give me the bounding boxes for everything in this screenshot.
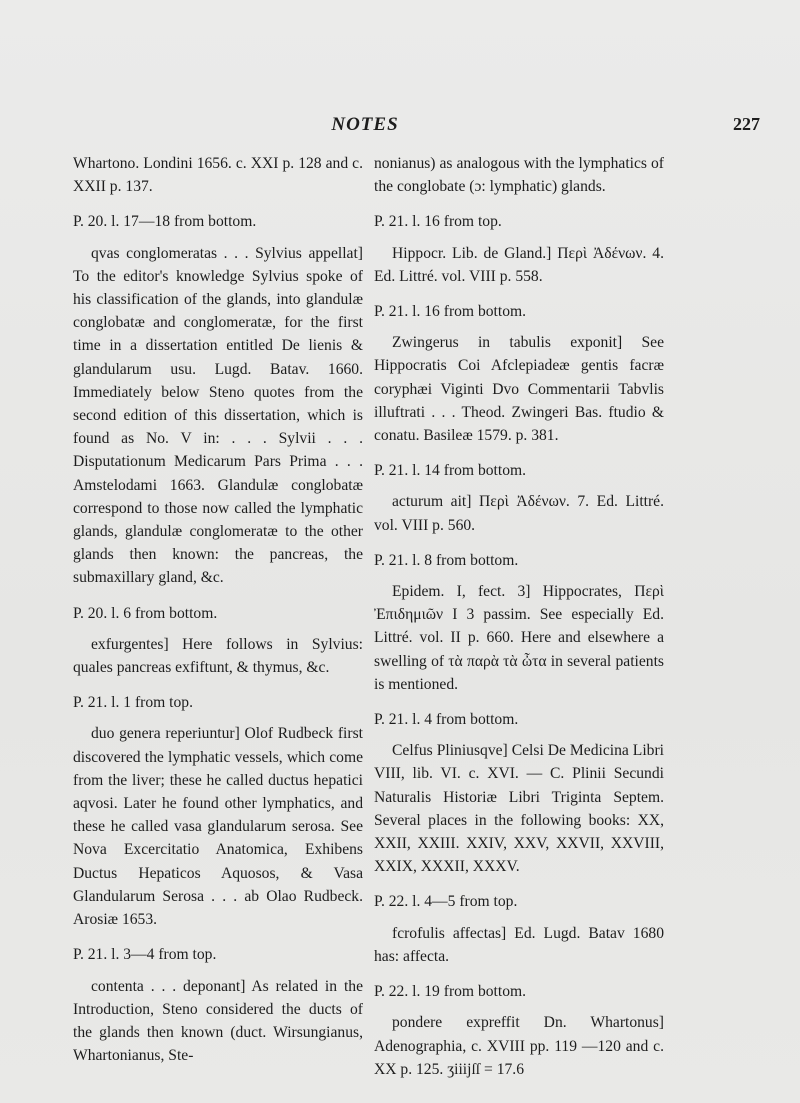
note-continuation (374, 152, 664, 198)
note-reference: P. 22. l. 4—5 from top. (374, 893, 518, 911)
note (374, 708, 664, 878)
note (73, 210, 363, 589)
note-reference: P. 21. l. 3—4 from top. (73, 946, 217, 964)
right-column (374, 152, 664, 1093)
note-body: pondere expreffit Dn. Whartonus] Adenographia, c. XVIII pp. 119 —120 and c. XX p. 125. ʒiiijſſ = 17.6 (374, 1014, 664, 1078)
note-reference: P. 21. l. 8 from bottom. (374, 551, 519, 569)
note-body: exfurgentes] Here follows in Sylvius: quales pancreas exfiftunt, & thymus, &c. (73, 635, 363, 677)
note-body: Epidem. I, fect. 3] Hippocrates, Περὶ Ἐπιδημιῶν I 3 passim. See especially Ed. Littré. vol. II p. 660. Here and elsewhere a swelling of τὰ παρὰ τὰ ὦτα in several patients is mentioned. (374, 583, 664, 693)
note-body: qvas conglomeratas . . . Sylvius appellat] To the editor's knowledge Sylvius spoke of his classification of the glands, into glandulæ conglobatæ and conglomeratæ, for the first time in a dissertation entitled De lienis & glandularum usu. Lugd. Batav. 1660. Immediately below Steno quotes from the second edition of this dissertation, which is found as No. V in: . . . Sylvii . . . Disputationum Medicarum Pars Prima . . . Amstelodami 1663. Glandulæ conglobatæ correspond to those now called the lymphatic glands, glandulæ conglomeratæ to the other glands then known: the pancreas, the submaxillary gland, &c. (73, 244, 363, 587)
note-reference: P. 22. l. 19 from bottom. (374, 983, 527, 1001)
note-reference: P. 20. l. 17—18 from bottom. (73, 213, 257, 231)
note (374, 210, 664, 288)
note (73, 943, 363, 1067)
note (374, 459, 664, 537)
note (374, 549, 664, 696)
note (73, 691, 363, 931)
note-body: Hippocr. Lib. de Gland.] Περὶ Ἀδένων. 4. Ed. Littré. vol. VIII p. 558. (374, 244, 664, 285)
note-body: contenta . . . deponant] As related in the Introduction, Steno considered the ducts of the glands then known (duct. Wirsungianus, Whartonianus, Ste- (73, 977, 363, 1065)
note (374, 980, 664, 1081)
note-body: acturum ait] Περὶ Ἀδένων. 7. Ed. Littré. vol. VIII p. 560. (374, 493, 664, 534)
note (374, 300, 664, 447)
page-number: 227 (733, 114, 760, 134)
note-continuation (73, 152, 363, 198)
note-reference: P. 21. l. 1 from top. (73, 694, 193, 712)
note-body: fcrofulis affectas] Ed. Lugd. Batav 1680 has: affecta. (374, 924, 664, 965)
note-body: Zwingerus in tabulis exponit] See Hippocratis Coi Afclepiadeæ gentis facræ coryphæi Viginti Dvo Commentarii Tabvlis illuftrati . . . Theod. Zwingeri Bas. ftudio & conatu. Basileæ 1579. p. 381. (374, 334, 664, 445)
note-reference: P. 21. l. 16 from bottom. (374, 303, 527, 321)
note-reference: P. 20. l. 6 from bottom. (73, 604, 218, 622)
page-header (0, 112, 800, 142)
note-reference: P. 21. l. 4 from bottom. (374, 711, 519, 729)
note (374, 890, 664, 968)
note (73, 602, 363, 680)
note-body: duo genera reperiuntur] Olof Rudbeck first discovered the lymphatic vessels, which come from the liver; these he called ductus hepatici aqvosi. Later he found other lymphatics, and these he called vasa glandularum serosa. See Nova Excercitatio Anatomica, Exhibens Ductus Hepaticos Aquosos, & Vasa Glandularum Serosa . . . ab Olao Rudbeck. Arosiæ 1653. (73, 725, 363, 929)
note-body: Whartono. Londini 1656. c. XXI p. 128 and c. XXII p. 137. (73, 155, 363, 196)
running-head: NOTES (331, 114, 399, 135)
note-body: nonianus) as analogous with the lymphatics of the conglobate (ɔ: lymphatic) glands. (374, 155, 664, 196)
note-reference: P. 21. l. 14 from bottom. (374, 462, 527, 480)
left-column (73, 152, 363, 1079)
note-reference: P. 21. l. 16 from top. (374, 213, 502, 231)
note-body: Celfus Pliniusqve] Celsi De Medicina Libri VIII, lib. VI. c. XVI. — C. Plinii Secundi Naturalis Historiæ Libri Triginta Septem. Several places in the following books: XX, XXII, XXIII. XXIV, XXV, XXVII, XXVIII, XXIX, XXXII, XXXV. (374, 742, 664, 876)
